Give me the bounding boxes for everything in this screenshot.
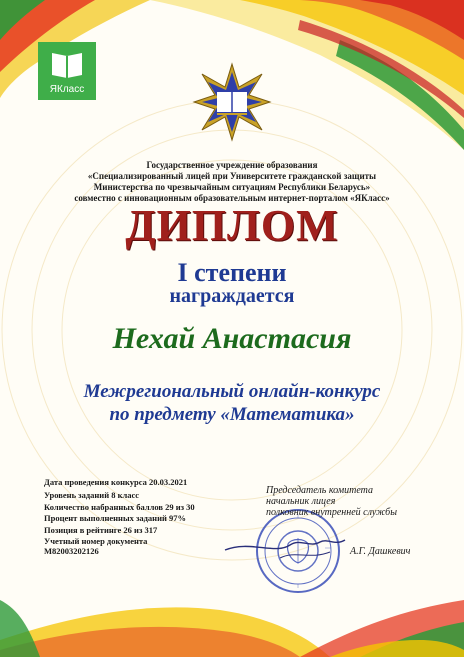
signature-icon [220,520,350,570]
institution-line: совместно с инновационным образовательным интернет-порталом «ЯКласс» [74,193,390,203]
diploma-title: ДИПЛОМ [125,201,339,250]
diploma-degree: I степени [177,258,287,287]
contest-line: по предмету «Математика» [109,404,355,425]
detail-doc-number: M82003202126 [44,546,99,556]
contest-details [44,477,195,557]
detail-level: Уровень заданий 8 класс [44,489,140,500]
detail-date: Дата проведения конкурса 20.03.2021 [44,477,188,487]
contest-line: Межрегиональный онлайн-конкурс [83,381,381,402]
recipient-name: Нехай Анастасия [112,322,352,355]
signatory-name: А.Г. Дашкевич [350,546,411,557]
institution-block [60,160,404,204]
contest-title [40,380,424,426]
detail-doc-label: Учетный номер документа [44,535,148,546]
detail-percent: Процент выполненных заданий 97% [44,512,186,523]
institution-line: «Специализированный лицей при Университете гражданской защиты [87,171,377,181]
institution-line: Министерства по чрезвычайным ситуациям Республики Беларусь» [93,182,371,192]
signatory-line: полковник внутренней службы [266,507,397,518]
yaklass-logo [38,42,96,100]
awarded-text: награждается [169,285,295,307]
star-emblem-icon [192,62,272,142]
detail-rating: Позиция в рейтинге 26 из 317 [44,525,158,535]
logo-text: ЯКласс [49,84,85,95]
signatory-line: начальник лицея [266,496,336,507]
signatory-block [266,485,397,518]
signatory-line: Председатель комитета [266,485,374,496]
institution-line: Государственное учреждение образования [146,160,318,170]
detail-score: Количество набранных баллов 29 из 30 [44,502,195,512]
book-icon [49,50,85,80]
